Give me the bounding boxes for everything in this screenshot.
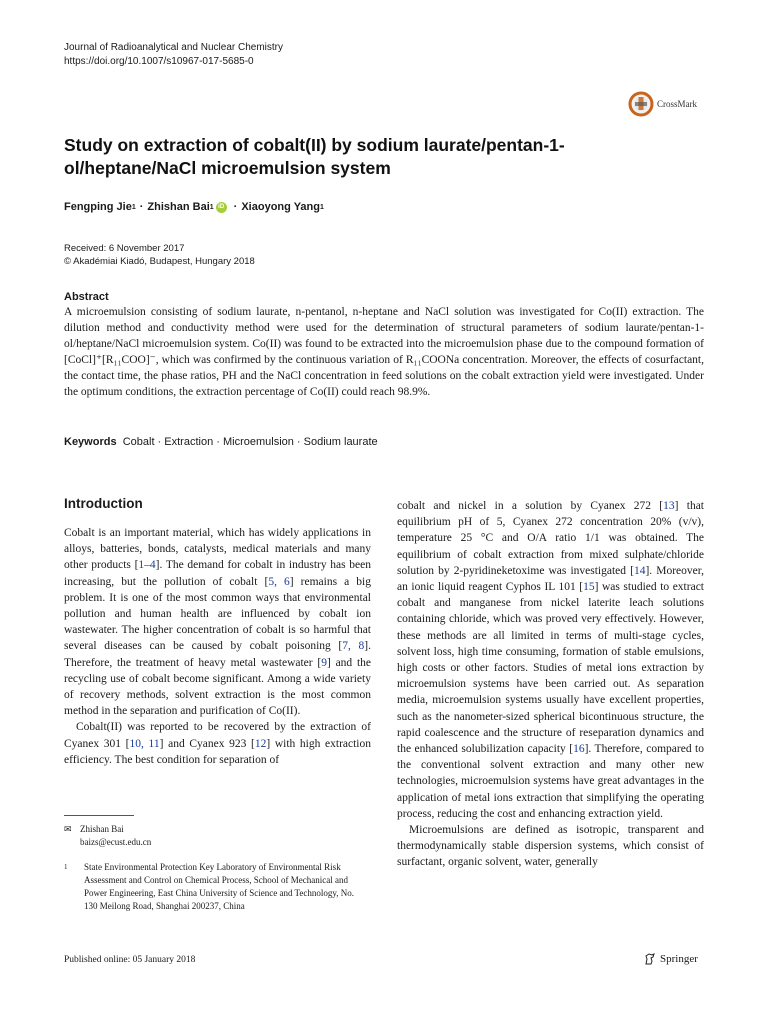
- keywords-list: Cobalt · Extraction · Microemulsion · Sodium laurate: [122, 436, 378, 448]
- affiliation-number: 1: [64, 863, 68, 871]
- corresponding-email[interactable]: baizs@ecust.edu.cn: [80, 837, 152, 847]
- springer-horse-icon: [643, 952, 657, 966]
- affiliation-marker: 1: [209, 203, 214, 211]
- keywords-section: [64, 436, 378, 448]
- section-heading: Introduction: [64, 496, 143, 511]
- footnote-divider: [64, 815, 134, 816]
- citation-link[interactable]: 12: [254, 737, 267, 750]
- right-column: [397, 498, 704, 871]
- crossmark-badge[interactable]: [628, 91, 697, 117]
- abstract-heading: Abstract: [64, 291, 109, 303]
- published-date: Published online: 05 January 2018: [64, 955, 196, 965]
- copyright-line: © Akadémiai Kiadó, Budapest, Hungary 2018: [64, 256, 255, 267]
- citation-link[interactable]: 5, 6: [268, 575, 290, 588]
- affiliation-marker: 1: [320, 203, 324, 211]
- author-list: [64, 201, 324, 213]
- corresponding-name: Zhishan Bai: [80, 824, 124, 834]
- received-date: Received: 6 November 2017: [64, 243, 185, 254]
- citation-link[interactable]: 7, 8: [342, 640, 365, 653]
- crossmark-icon: [628, 91, 654, 117]
- left-column: [64, 496, 371, 768]
- article-title: Study on extraction of cobalt(II) by sodium laurate/pentan-1-ol/heptane/NaCl microemulsion system: [64, 135, 565, 178]
- abstract-section: [64, 291, 704, 400]
- citation-link[interactable]: 15: [583, 581, 595, 594]
- citation-link[interactable]: 1–4: [138, 559, 156, 572]
- doi-link[interactable]: https://doi.org/10.1007/s10967-017-5685-0: [64, 56, 254, 67]
- body-paragraph: cobalt and nickel in a solution by Cyanex 272 [13] that equilibrium pH of 5, Cyanex 272 concentration 20% (v/v), temperature 25 °C and O/A ratio 1/1 was obtained. The equilibrium of cobalt extraction from mixed sulphate/chloride solution by 2-pyridineketoxime was investigated [14]. Moreover, an ionic liquid reagent Cyphos IL 101 [15] was studied to extract cobalt and manganese from nickel laterite leach solutions containing chloride, which was proved very effectively. However, these methods are all limited in terms of multi-stage cycles, solvent loss, high time consuming, formation of stable emulsions, high costs or other factors. Studies of metal ions extraction by microemulsion systems have been carried out. As separation media, microemulsion systems usually have excellent properties, such as the nanometer-sized spherical bicontinuous structure, the rapid coalescence and the structure of reseparation dynamics and the enhanced solubilization capacity [16]. Therefore, compared to the conventional solvent extraction and many other new technologies, microemulsion systems have great advantages in the application of metal ions extraction that simplifying the operating process, reducing the cost and enhancing extraction yield.: [397, 500, 704, 820]
- journal-name: Journal of Radioanalytical and Nuclear Chemistry: [64, 42, 283, 53]
- body-paragraph: Cobalt(II) was reported to be recovered by the extraction of Cyanex 301 [10, 11] and Cyanex 923 [12] with high extraction efficiency. The best condition for separation of: [64, 721, 371, 766]
- affiliation-marker: 1: [131, 203, 136, 211]
- citation-link[interactable]: 9: [321, 656, 327, 669]
- envelope-icon: ✉: [64, 824, 72, 834]
- citation-link[interactable]: 13: [663, 500, 675, 512]
- publisher-name: Springer: [660, 953, 698, 965]
- crossmark-label: CrossMark: [657, 99, 697, 109]
- citation-link[interactable]: 14: [633, 564, 646, 577]
- author-name[interactable]: Xiaoyong Yang: [241, 201, 320, 213]
- author-name[interactable]: Fengping Jie: [64, 201, 132, 213]
- author-separator: ·: [233, 201, 238, 213]
- citation-link[interactable]: 16: [573, 743, 585, 756]
- article-dates: [64, 242, 255, 268]
- keywords-label: Keywords: [64, 436, 117, 448]
- body-paragraph: Cobalt is an important material, which has widely applications in alloys, batteries, bonds, catalysts, medical materials and many other products [1–4]. The demand for cobalt in industry has been increasing, but the pollution of cobalt [5, 6] remains a big problem. It is one of the most common ways that environmental pollution and human health are influenced by cobalt ion wastewater. The higher concentration of cobalt is so harmful that several diseases can be caused by cobalt poisoning [7, 8]. Therefore, the treatment of heavy metal wastewater [9] and the recycling use of cobalt become significant. Among a wide variety of recovery methods, solvent extraction is the most common method in the separation and purification of Co(II).: [64, 527, 371, 718]
- orcid-icon[interactable]: iD: [216, 202, 227, 213]
- abstract-text: A microemulsion consisting of sodium laurate, n-pentanol, n-heptane and NaCl solution was investigated for Co(II) extraction. The dilution method and conductivity method were used for the determination of structural parameters of sodium laurate/pentan-1-ol/heptane/NaCl microemulsion system. Co(II) was found to be extracted into the microemulsion phase due to the compound formation of [CoCl]⁺[R₁₁COO]⁻, which was confirmed by the continuous variation of R₁₁COONa concentration. Moreover, the effects of cosurfactant, the contact time, the phase ratios, PH and the NaCl concentration in feed solutions on the cobalt extraction yield were investigated. Under the optimum conditions, the extraction percentage of Co(II) could reach 98.9%.: [64, 306, 704, 398]
- corresponding-author: [64, 823, 151, 849]
- author-separator: ·: [139, 201, 144, 213]
- journal-header: [64, 41, 283, 69]
- citation-link[interactable]: 10, 11: [129, 737, 160, 750]
- author-name[interactable]: Zhishan Bai: [147, 201, 210, 213]
- affiliation-footnote: [64, 861, 364, 913]
- affiliation-text: State Environmental Protection Key Laboratory of Environmental Risk Assessment and Control on Chemical Process, School of Mechanical and Power Engineering, East China University of Science and Technology, No. 130 Meilong Road, Shanghai 200237, China: [84, 862, 355, 911]
- body-paragraph: Microemulsions are defined as isotropic, transparent and thermodynamically stable dispersion systems, which consist of surfactant, organic solvent, water, generally: [397, 824, 704, 869]
- publisher-logo[interactable]: [643, 952, 698, 966]
